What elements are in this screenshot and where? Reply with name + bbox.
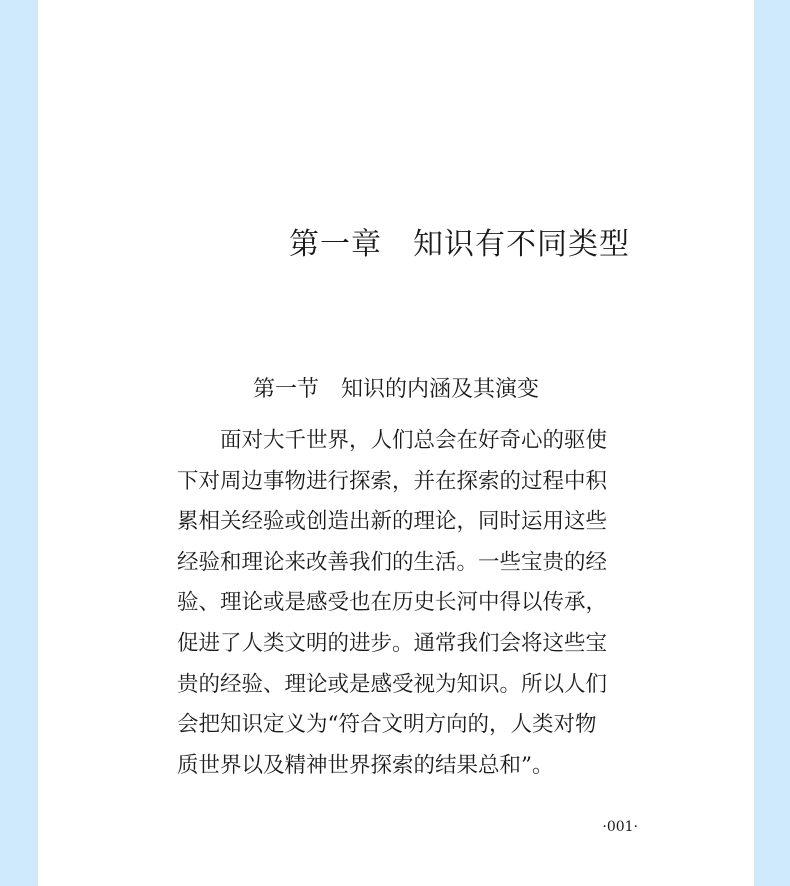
body-paragraph bbox=[177, 421, 631, 786]
body-line: 验、理论或是感受也在历史长河中得以传承， bbox=[177, 590, 608, 616]
body-line: 会把知识定义为“符合文明方向的，人类对物 bbox=[177, 712, 597, 738]
book-page bbox=[38, 0, 754, 886]
body-line: 下对周边事物进行探索，并在探索的过程中积 bbox=[177, 468, 608, 494]
page-number: ·001· bbox=[602, 819, 638, 835]
body-line: 质世界以及精神世界探索的结果总和”。 bbox=[177, 752, 554, 778]
chapter-title: 第一章 知识有不同类型 bbox=[289, 227, 630, 262]
body-line: 贵的经验、理论或是感受视为知识。所以人们 bbox=[177, 671, 608, 697]
section-title: 第一节 知识的内涵及其演变 bbox=[252, 377, 539, 402]
body-line: 累相关经验或创造出新的理论，同时运用这些 bbox=[177, 509, 608, 535]
body-line: 经验和理论来改善我们的生活。一些宝贵的经 bbox=[177, 549, 608, 575]
body-line: 面对大千世界，人们总会在好奇心的驱使 bbox=[177, 428, 608, 453]
body-line: 促进了人类文明的进步。通常我们会将这些宝 bbox=[177, 630, 608, 656]
